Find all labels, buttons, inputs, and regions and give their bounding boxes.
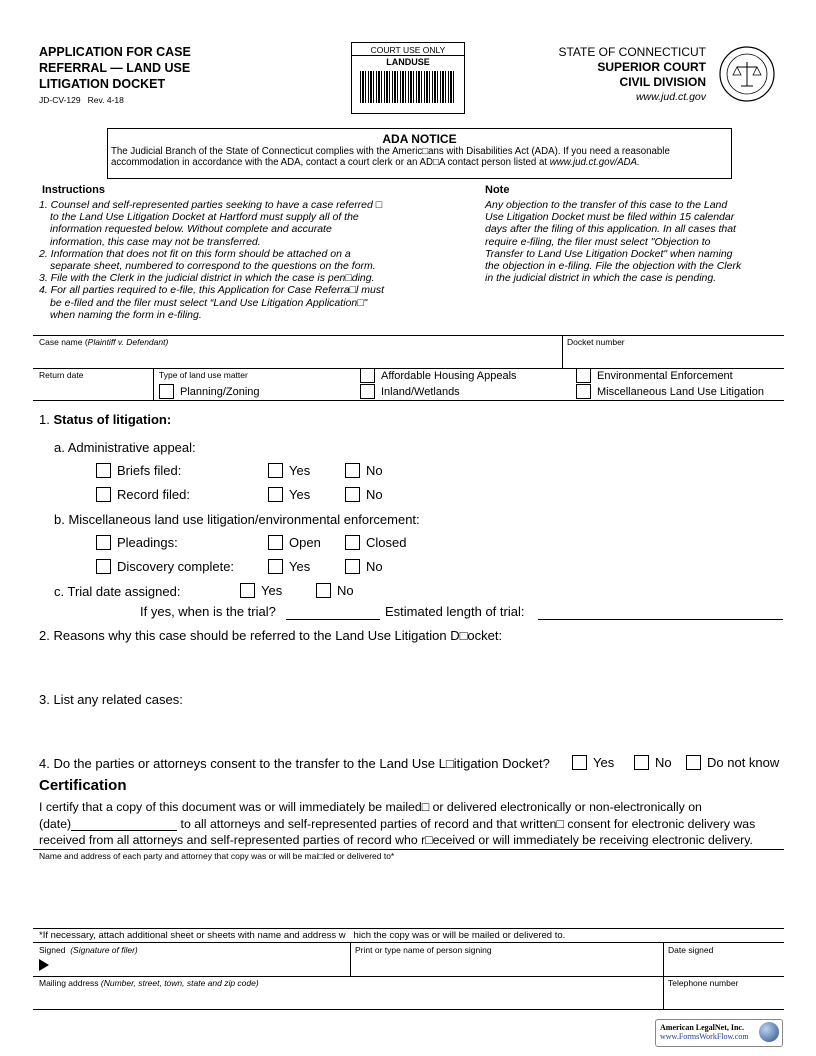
certification-line2: (date) to all attorneys and self-represented parties of record and that written□ consent for electronic delivery was [39,817,756,831]
pleadings[interactable]: Pleadings: [96,535,178,550]
trial-when-label: If yes, when is the trial? [140,604,276,619]
ada-notice [107,128,732,179]
ada-line2: accommodation in accordance with the ADA, contact a court clerk or an AD□A contact person listed at [111,157,548,168]
checkbox[interactable] [159,384,174,399]
q1a-label: a. Administrative appeal: [54,440,196,455]
instruction-line: be e-filed and the filer must select “Land Use Litigation Application□" [50,296,368,309]
q2-label: 2. Reasons why this case should be referred to the Land Use Litigation D□ocket: [39,628,503,643]
q1c-label: c. Trial date assigned: [54,584,181,599]
form-title-line1: APPLICATION FOR CASE [39,45,191,59]
checkbox[interactable] [634,755,649,770]
type-planning-zoning[interactable]: Planning/Zoning [159,384,260,399]
form-id: JD-CV-129 Rev. 4-18 [39,95,124,105]
print-name-label: Print or type name of person signing [355,945,492,955]
record-no[interactable]: No [345,487,383,502]
discovery-complete[interactable]: Discovery complete: [96,559,234,574]
ada-line1: The Judicial Branch of the State of Connecticut complies with the Americ□ans with Disabilities Act (ADA). If you need a reasonable [111,146,670,157]
form-title-line2: REFERRAL — LAND USE [39,61,191,75]
barcode [360,71,456,103]
case-name-label: Case name (Plaintiff v. Defendant) [39,337,169,347]
print-name-field[interactable] [352,955,660,975]
form-title [39,44,191,92]
note-line: Use Litigation Docket must be filed within 15 calendar [485,211,735,224]
date-signed-label: Date signed [668,945,714,955]
q1-title: 1. Status of litigation: [39,412,172,427]
checkbox[interactable] [96,487,111,502]
state-name: STATE OF CONNECTICUT [558,45,706,59]
court-use-code: LANDUSE [386,57,430,67]
type-inland-wetlands[interactable]: Inland/Wetlands [360,384,460,399]
consent-dont-know[interactable]: Do not know [686,755,779,770]
legalnet-logo [655,1019,783,1047]
checkbox[interactable] [240,583,255,598]
date-signed-field[interactable] [665,955,783,975]
ada-link[interactable]: www.jud.ct.gov/ADA. [549,157,640,168]
checkbox[interactable] [96,535,111,550]
trial-yes[interactable]: Yes [240,583,282,598]
checkbox[interactable] [345,535,360,550]
checkbox[interactable] [96,463,111,478]
instruction-line: separate sheet, numbered to correspond to the questions on the form. [50,260,376,273]
note-line: Transfer to Land Use Litigation Docket" when naming [485,247,733,260]
trial-length-field[interactable] [538,604,783,620]
court-use-box [351,42,465,114]
q3-answer-field[interactable] [39,710,783,750]
briefs-no[interactable]: No [345,463,383,478]
court-header [558,45,706,105]
docket-number-field[interactable] [563,346,783,367]
land-use-type-label: Type of land use matter [159,370,248,380]
instruction-line: 3. File with the Clerk in the judicial district in which the case is pen□ding. [39,272,375,285]
instruction-line: 1. Counsel and self-represented parties seeking to have a case referred □ [39,199,383,211]
names-addresses-label: Name and address of each party and attorney that copy was or will be mai□led or delivered to* [39,851,395,861]
briefs-yes[interactable]: Yes [268,463,310,478]
consent-no[interactable]: No [634,755,672,770]
trial-no[interactable]: No [316,583,354,598]
checkbox[interactable] [572,755,587,770]
form-title-line3: LITIGATION DOCKET [39,77,166,91]
ada-title: ADA NOTICE [382,132,457,146]
briefs-filed[interactable]: Briefs filed: [96,463,181,478]
division-name: CIVIL DIVISION [619,75,706,89]
pleadings-closed[interactable]: Closed [345,535,406,550]
type-affordable-housing[interactable]: Affordable Housing Appeals [360,368,517,383]
q3-label: 3. List any related cases: [39,692,183,707]
state-seal-icon [718,45,776,103]
note-line: the objection in e-filing. File the objection with the Clerk [485,260,742,273]
instruction-line: information, this case may not be transferred. [50,235,261,248]
checkbox[interactable] [268,535,283,550]
instruction-line: when naming the form in e-filing. [50,308,202,321]
note-line: in the judicial district in which the case is pending. [485,272,717,285]
globe-icon [759,1022,779,1042]
telephone-label: Telephone number [668,978,739,988]
logo-line1: American LegalNet, Inc. [660,1023,744,1032]
instruction-line: 2. Information that does not fit on this form should be attached on a [39,247,351,260]
note-heading: Note [485,184,510,196]
note-line: require e-filing, the filer must select "Objection to [485,235,711,248]
type-misc-land-use[interactable]: Miscellaneous Land Use Litigation [576,384,764,399]
docket-number-label: Docket number [567,337,625,347]
type-environmental-enforcement[interactable]: Environmental Enforcement [576,368,733,383]
q4-label: 4. Do the parties or attorneys consent to the transfer to the Land Use L□itigation Docket? [39,756,550,771]
cert-date-field[interactable] [71,817,177,831]
checkbox[interactable] [345,463,360,478]
court-website: www.jud.ct.gov [635,91,706,103]
note-text [485,199,785,284]
instructions-list [39,199,449,321]
consent-yes[interactable]: Yes [572,755,614,770]
names-addresses-field[interactable] [33,862,784,924]
case-name-field[interactable] [33,346,561,367]
return-date-label: Return date [39,370,84,380]
mailing-address-field[interactable] [33,988,661,1008]
record-yes[interactable]: Yes [268,487,310,502]
signature-arrow-icon [39,959,49,971]
checkbox[interactable] [96,559,111,574]
logo-line2: www.FormsWorkFlow.com [660,1032,749,1041]
instruction-line: 4. For all parties required to e-file, this Application for Case Referra□l must [39,284,385,297]
instructions-heading: Instructions [42,184,105,196]
record-filed[interactable]: Record filed: [96,487,190,502]
trial-length-label: Estimated length of trial: [385,604,525,619]
q2-answer-field[interactable] [39,646,783,686]
checkbox[interactable] [268,463,283,478]
checkbox[interactable] [316,583,331,598]
checkbox[interactable] [360,368,375,383]
instruction-line: to the Land Use Litigation Docket at Hartford must supply all of the [50,211,359,224]
discovery-no[interactable]: No [345,559,383,574]
court-name: SUPERIOR COURT [597,60,706,74]
checkbox[interactable] [345,487,360,502]
court-use-label: COURT USE ONLY [370,45,446,55]
checkbox[interactable] [576,368,591,383]
checkbox[interactable] [268,487,283,502]
certification-line1: I certify that a copy of this document was or will immediately be mailed□ or delivered electronically or non-electronically on [39,800,702,814]
discovery-yes[interactable]: Yes [268,559,310,574]
certification-line3: received from all attorneys and self-represented parties of record who r□eceived or will immediately be receiving electronic delivery. [39,833,753,847]
checkbox[interactable] [686,755,701,770]
return-date-field[interactable] [33,379,151,399]
signed-label: Signed (Signature of filer) [39,945,138,955]
signature-field[interactable] [54,955,346,975]
instruction-line: information requested below. Without complete and accurate [50,223,332,236]
note-line: days after the filing of this application. In all cases that [485,223,736,236]
checkbox[interactable] [360,384,375,399]
certification-heading: Certification [39,777,127,794]
q1b-label: b. Miscellaneous land use litigation/environmental enforcement: [54,512,420,527]
note-line: Any objection to the transfer of this case to the Land [485,199,728,211]
checkbox[interactable] [576,384,591,399]
trial-date-field[interactable] [286,604,380,620]
checkbox[interactable] [345,559,360,574]
attach-note: *If necessary, attach additional sheet or sheets with name and address w hich the copy was or will be mailed or delivered to. [39,930,566,941]
pleadings-open[interactable]: Open [268,535,321,550]
mailing-address-label: Mailing address (Number, street, town, state and zip code) [39,978,259,988]
telephone-field[interactable] [665,988,783,1008]
checkbox[interactable] [268,559,283,574]
